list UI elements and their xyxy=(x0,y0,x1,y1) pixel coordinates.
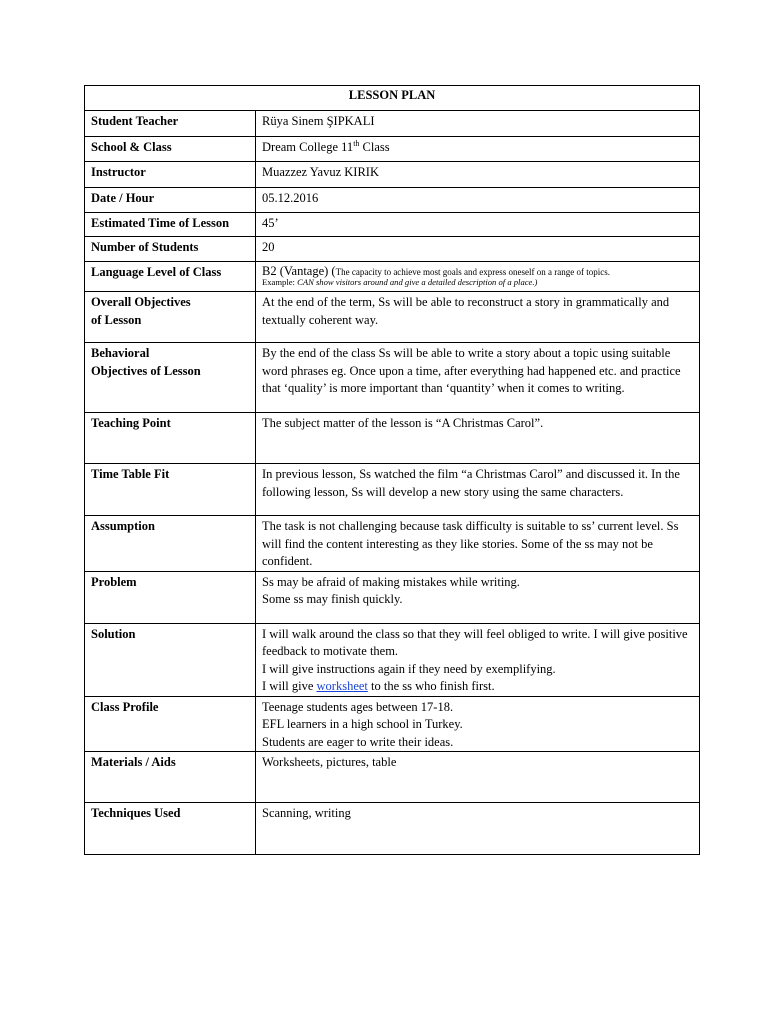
overall-label-line1: Overall Objectives xyxy=(91,295,191,309)
lesson-plan-table xyxy=(84,85,700,855)
value-techniques: Scanning, writing xyxy=(256,803,700,855)
document-title: LESSON PLAN xyxy=(85,86,700,111)
label-materials: Materials / Aids xyxy=(85,752,256,803)
label-date-hour: Date / Hour xyxy=(85,188,256,213)
label-class-profile: Class Profile xyxy=(85,696,256,752)
language-level-desc: The capacity to achieve most goals and express oneself on a range of topics. xyxy=(335,267,610,277)
value-overall-objectives: At the end of the term, Ss will be able to reconstruct a story in grammatically and textually coherent way. xyxy=(256,292,700,343)
row-solution xyxy=(85,623,700,696)
value-assumption: The task is not challenging because task difficulty is suitable to ss’ current level. Ss will find the content interesting as they like stories. Some of the ss may not be confident. xyxy=(256,516,700,572)
row-problem xyxy=(85,571,700,623)
school-class-main: Dream College 11 xyxy=(262,140,354,154)
row-date-hour xyxy=(85,188,700,213)
row-teaching-point xyxy=(85,413,700,464)
problem-line: Ss may be afraid of making mistakes while writing. xyxy=(262,574,520,589)
row-overall-objectives xyxy=(85,292,700,343)
title-row xyxy=(85,86,700,111)
value-materials: Worksheets, pictures, table xyxy=(256,752,700,803)
school-class-post: Class xyxy=(359,140,390,154)
solution-line3-pre: I will give xyxy=(262,679,317,693)
value-behavioral-objectives: By the end of the class Ss will be able to write a story about a topic using suitable word phrases eg. Once upon a time, after everything had happened etc. and practice that ‘quality’ is more important than ‘quantity’ when it comes to writing. xyxy=(256,343,700,413)
solution-line3 xyxy=(262,678,693,696)
label-student-teacher: Student Teacher xyxy=(85,111,256,137)
label-behavioral-objectives xyxy=(85,343,256,413)
label-overall-objectives xyxy=(85,292,256,343)
value-number-students: 20 xyxy=(256,237,700,262)
value-time-table-fit: In previous lesson, Ss watched the film “a Christmas Carol” and discussed it. In the following lesson, Ss will develop a new story using the same characters. xyxy=(256,464,700,516)
value-teaching-point: The subject matter of the lesson is “A Christmas Carol”. xyxy=(256,413,700,464)
row-class-profile xyxy=(85,696,700,752)
class-profile-line: Teenage students ages between 17-18. xyxy=(262,699,454,714)
row-techniques xyxy=(85,803,700,855)
row-behavioral-objectives xyxy=(85,343,700,413)
value-school-class xyxy=(256,137,700,162)
label-number-students: Number of Students xyxy=(85,237,256,262)
row-student-teacher xyxy=(85,111,700,137)
value-student-teacher: Rüya Sinem ŞIPKALI xyxy=(256,111,700,137)
label-assumption: Assumption xyxy=(85,516,256,572)
row-estimated-time xyxy=(85,213,700,237)
language-level-example xyxy=(262,277,693,288)
row-instructor xyxy=(85,162,700,188)
solution-line2: I will give instructions again if they need by exemplifying. xyxy=(262,661,556,676)
label-solution: Solution xyxy=(85,623,256,696)
row-school-class xyxy=(85,137,700,162)
solution-line1: I will walk around the class so that they will feel obliged to write. I will give positive feedback to motivate them. xyxy=(262,626,688,658)
behavioral-label-line1: Behavioral xyxy=(91,346,150,360)
value-date-hour: 05.12.2016 xyxy=(256,188,700,213)
value-estimated-time: 45’ xyxy=(256,213,700,237)
example-prefix: Example: xyxy=(262,277,298,287)
class-profile-line: Students are eager to write their ideas. xyxy=(262,734,454,749)
worksheet-link[interactable]: worksheet xyxy=(316,679,368,693)
school-class-sup: th xyxy=(353,138,360,148)
label-language-level: Language Level of Class xyxy=(85,262,256,292)
problem-line: Some ss may finish quickly. xyxy=(262,592,403,606)
class-profile-line: EFL learners in a high school in Turkey. xyxy=(262,717,463,731)
solution-line3-post: to the ss who finish first. xyxy=(367,679,495,693)
label-teaching-point: Teaching Point xyxy=(85,413,256,464)
value-problem xyxy=(256,571,700,623)
value-instructor: Muazzez Yavuz KIRIK xyxy=(256,162,700,188)
row-materials xyxy=(85,752,700,803)
language-level-main: B2 (Vantage) ( xyxy=(262,264,336,278)
behavioral-label-line2: Objectives of Lesson xyxy=(91,363,201,378)
label-time-table-fit: Time Table Fit xyxy=(85,464,256,516)
row-time-table-fit xyxy=(85,464,700,516)
value-language-level xyxy=(256,262,700,292)
label-school-class: School & Class xyxy=(85,137,256,162)
value-solution xyxy=(256,623,700,696)
label-problem: Problem xyxy=(85,571,256,623)
label-estimated-time: Estimated Time of Lesson xyxy=(85,213,256,237)
overall-label-line2: of Lesson xyxy=(91,312,142,327)
row-language-level xyxy=(85,262,700,292)
label-instructor: Instructor xyxy=(85,162,256,188)
example-text: CAN show visitors around and give a detailed description of a place.) xyxy=(297,277,538,287)
label-techniques: Techniques Used xyxy=(85,803,256,855)
value-class-profile xyxy=(256,696,700,752)
row-number-students xyxy=(85,237,700,262)
row-assumption xyxy=(85,516,700,572)
